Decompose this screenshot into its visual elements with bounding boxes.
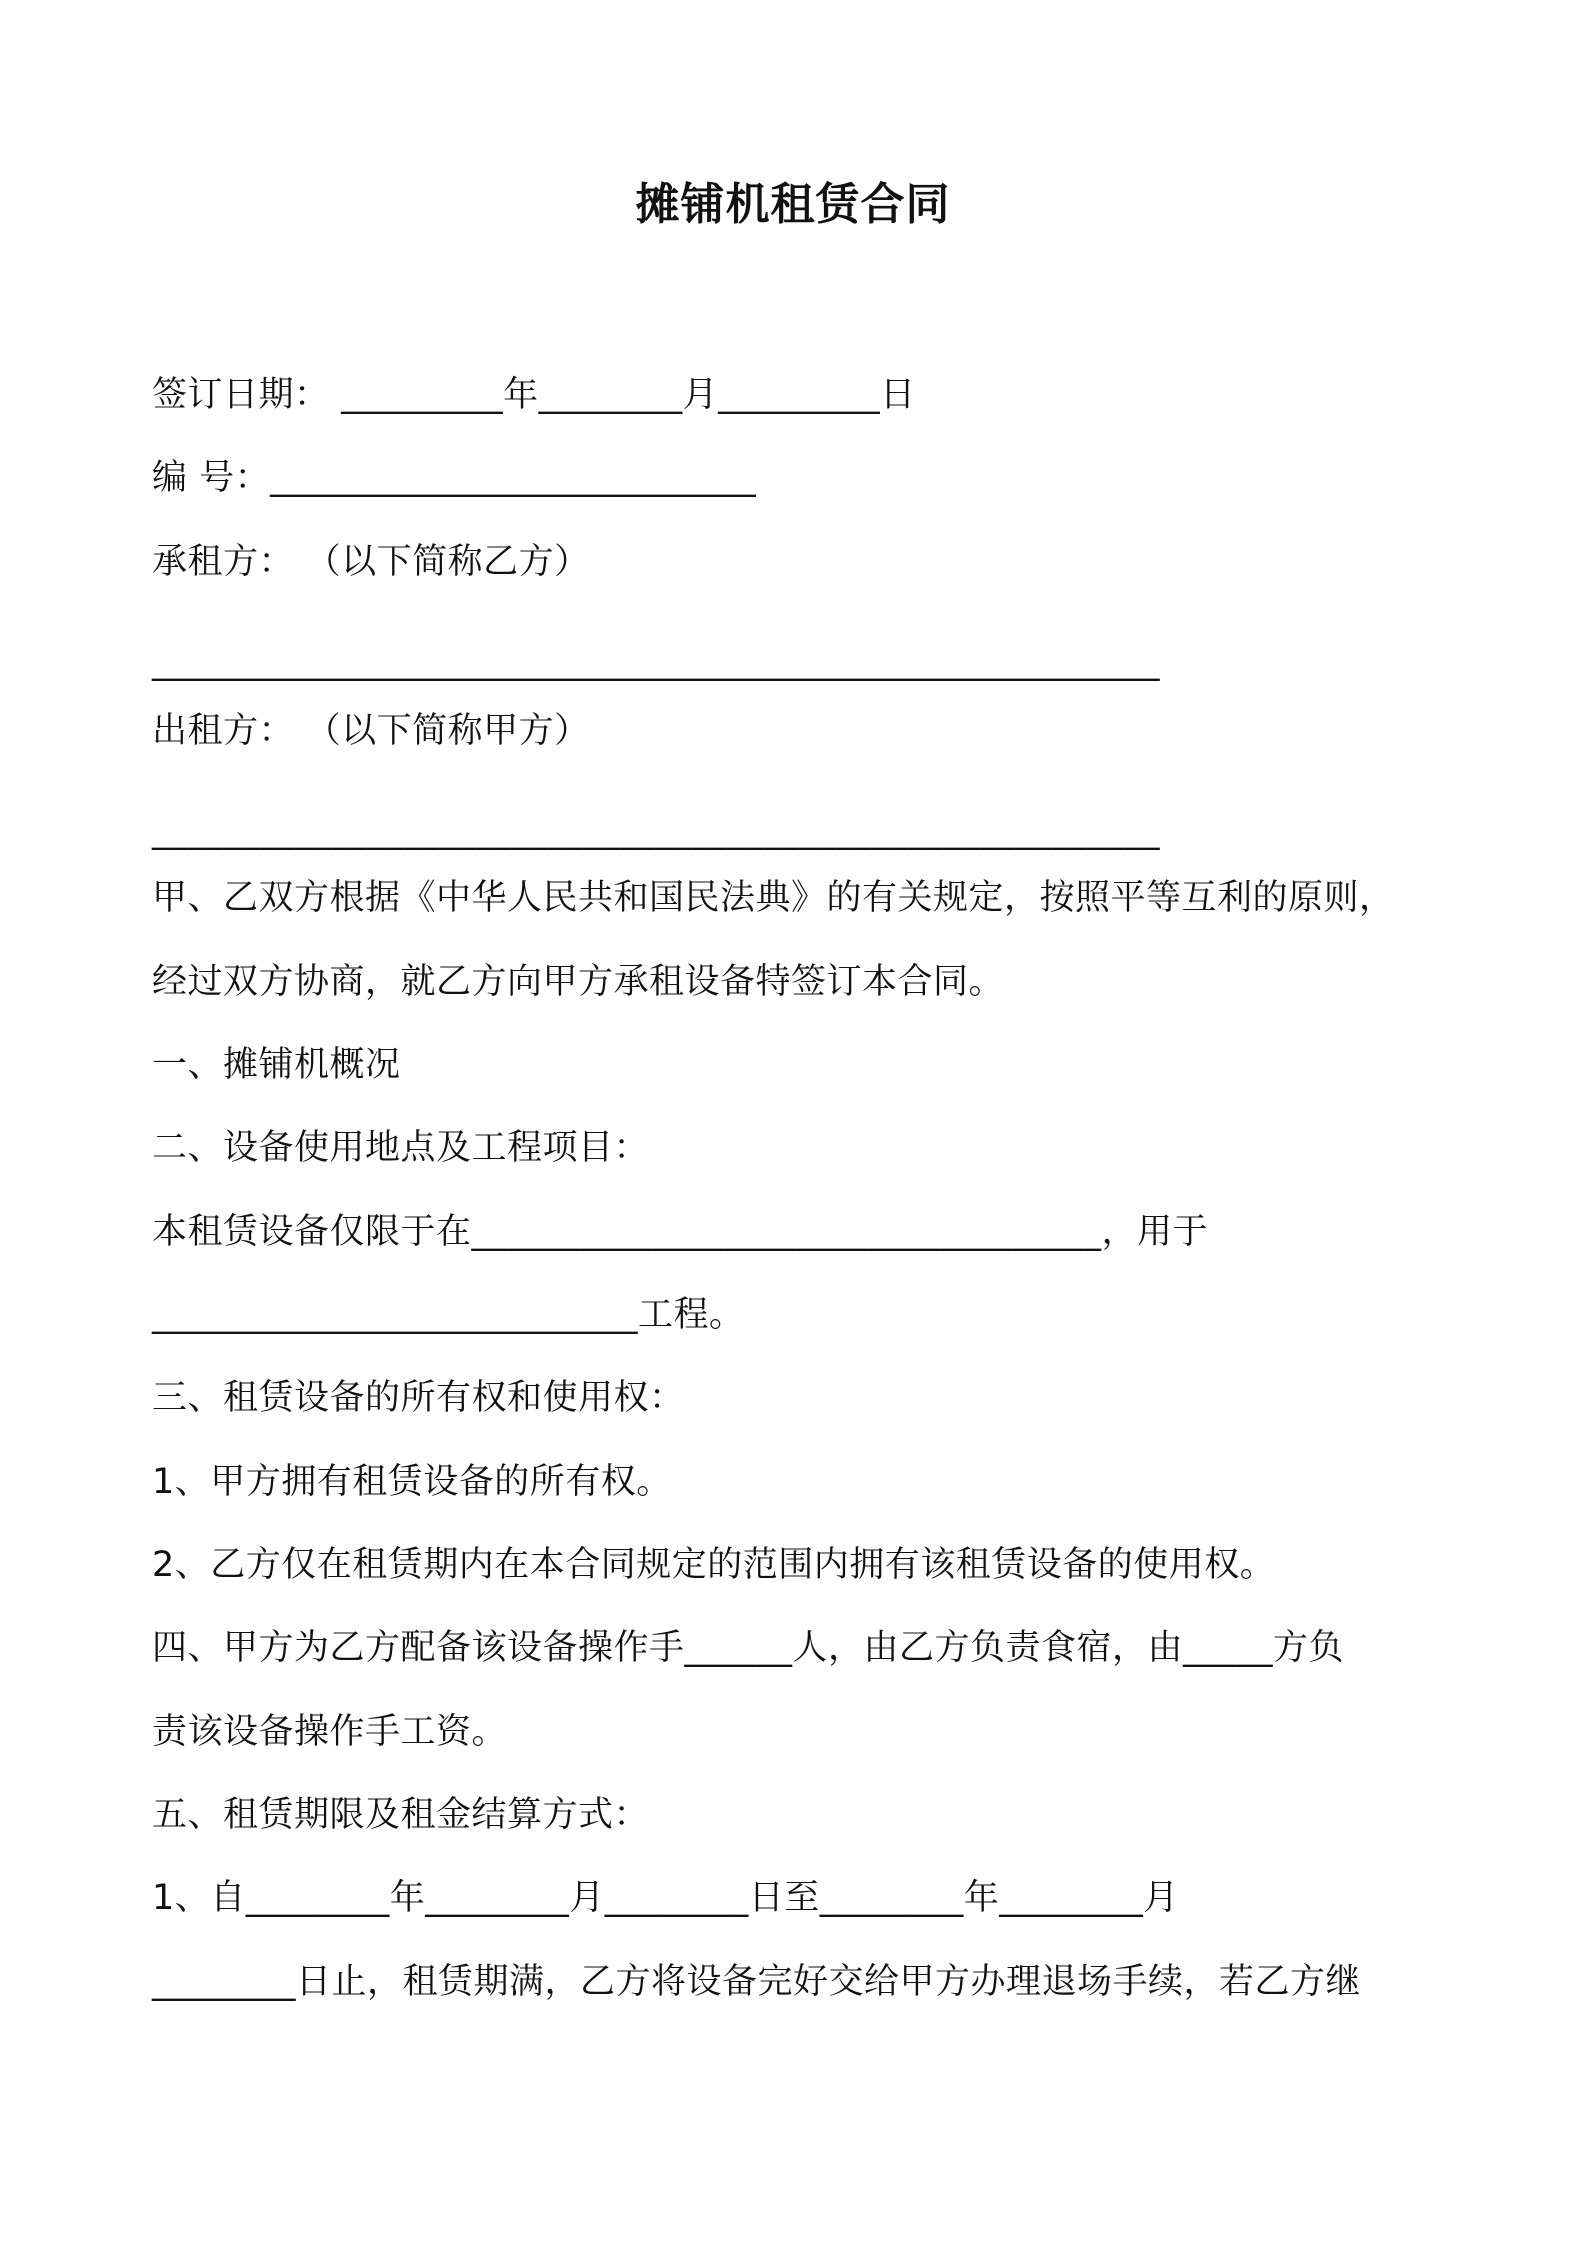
section-5-heading: 五、租赁期限及租金结算方式： — [152, 1795, 650, 1835]
preamble-line-2: 经过双方协商，就乙方向甲方承租设备特签订本合同。 — [152, 962, 1005, 1002]
section-3-heading: 三、租赁设备的所有权和使用权： — [152, 1378, 685, 1418]
document-title: 摊铺机租赁合同 — [635, 179, 951, 230]
section-2-line-2: ___________________________工程。 — [152, 1295, 745, 1335]
section-1-heading: 一、摊铺机概况 — [152, 1045, 401, 1085]
lessor-line: 出租方： （以下简称甲方） — [152, 711, 590, 751]
section-5-item-1-line-2: ________日止，租赁期满，乙方将设备完好交给甲方办理退场手续，若乙方继 — [152, 1962, 1362, 2002]
lessee-blank-line: ________________________________________________________ — [152, 642, 1160, 682]
section-5-item-1-line-1: 1、自________年________月________日至________年________月 — [152, 1878, 1179, 1918]
section-2-heading: 二、设备使用地点及工程项目： — [152, 1128, 650, 1168]
lessee-line: 承租方： （以下简称乙方） — [152, 542, 590, 582]
section-3-item-1: 1、甲方拥有租赁设备的所有权。 — [152, 1462, 672, 1502]
section-2-line-1: 本租赁设备仅限于在___________________________________，用于 — [152, 1212, 1209, 1252]
section-4-line-1: 四、甲方为乙方配备该设备操作手______人，由乙方负责食宿，由_____方负 — [152, 1628, 1345, 1668]
section-4-line-2: 责该设备操作手工资。 — [152, 1712, 508, 1752]
preamble-line-1: 甲、乙双方根据《中华人民共和国民法典》的有关规定，按照平等互利的原则， — [152, 878, 1395, 918]
section-3-item-2: 2、乙方仅在租赁期内在本合同规定的范围内拥有该租赁设备的使用权。 — [152, 1545, 1276, 1585]
contract-number-line: 编 号：___________________________ — [152, 458, 757, 498]
lessor-blank-line: ________________________________________________________ — [152, 811, 1160, 851]
signing-date-line: 签订日期： _________年________月_________日 — [152, 375, 916, 415]
